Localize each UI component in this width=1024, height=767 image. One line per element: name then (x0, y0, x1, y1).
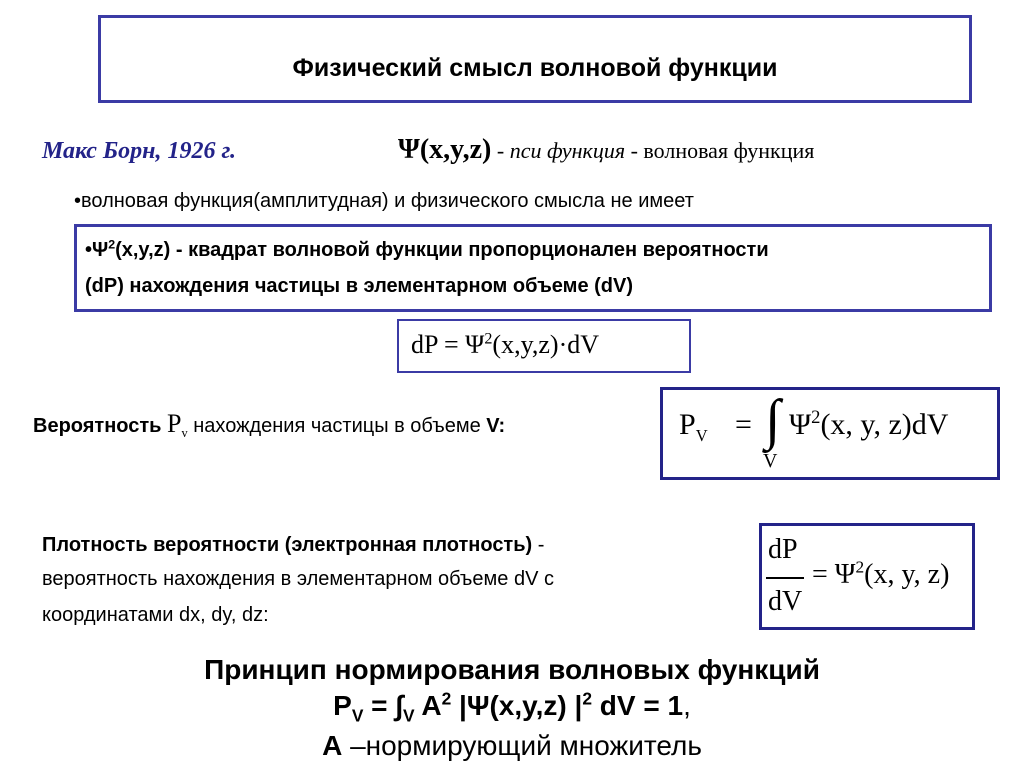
density-line3: координатами dx, dy, dz: (42, 604, 269, 626)
psi-italic-label: - пси функция (491, 138, 626, 163)
page-title: Физический смысл волновой функции (292, 54, 778, 82)
bullet-amplitude: •волновая функция(амплитудная) и физического смысла не имеет (74, 190, 694, 212)
psi-squared-line2: (dP) нахождения частицы в элементарном объеме (dV) (85, 275, 634, 297)
title-box (98, 15, 972, 103)
psi-symbol: Ψ(x,y,z) (398, 134, 492, 165)
psi-squared-line1: $•\Psi^2(x,y,z)$ - квадрат волновой функции пропорционален вероятности (85, 237, 769, 261)
density-line2: вероятность нахождения в элементарном объеме dV с (42, 568, 554, 590)
psi-description: - волновая функция (625, 138, 815, 163)
author-year: Макс Борн, 1926 г. (42, 138, 237, 164)
pv-lhs: $P_V$ (679, 408, 708, 445)
density-line1: Плотность вероятности (электронная плотность) - (42, 534, 545, 556)
pv-integral-box (660, 387, 1000, 480)
pv-equals: = (735, 408, 752, 441)
dp-formula: dP = $\Psi^2(x,y,z)\cdot dV$ (411, 330, 600, 359)
dp-formula-box (397, 319, 691, 373)
fraction-numerator: dP (768, 534, 798, 565)
fraction-bar (766, 577, 804, 579)
normalization-equation: $P_V = \int_V$ $A^2$ |Ψ(x,y,z) $|^2$ dV = 1, (333, 688, 691, 726)
psi-squared-box (74, 224, 992, 312)
psi-definition (398, 134, 814, 166)
density-rhs: = $\Psi^2(x$, y, z) (812, 557, 950, 590)
normalization-factor: A –нормирующий множитель (322, 730, 702, 761)
density-formula-box (759, 523, 975, 630)
normalization-title: Принцип нормирования волновых функций (204, 654, 820, 685)
probability-label: Вероятность $P_v$ нахождения частицы в объеме V: (33, 409, 506, 440)
integral-lower-limit: V (763, 450, 778, 472)
integral-sign: ∫ (765, 389, 781, 451)
fraction-denominator: dV (768, 586, 803, 617)
pv-integrand: $\Psi^2(x$, y, z)dV (789, 407, 949, 441)
